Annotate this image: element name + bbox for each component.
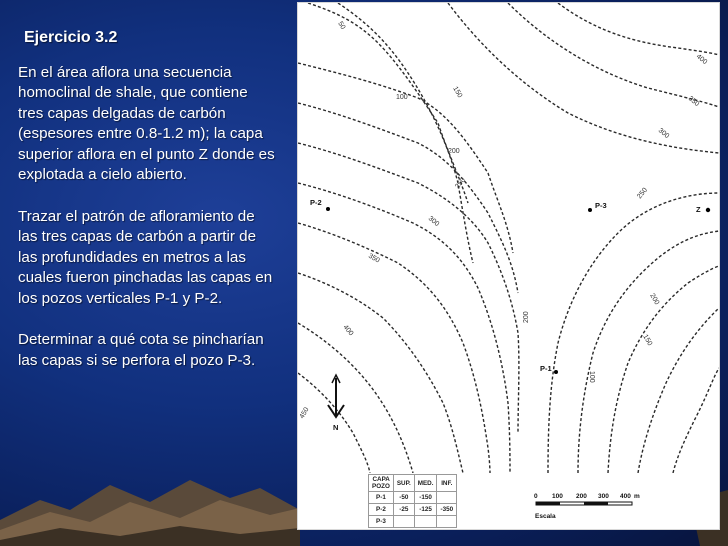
- contour-label: 250: [454, 176, 468, 191]
- exercise-title: Ejercicio 3.2: [24, 29, 118, 46]
- contour-label: 300: [656, 127, 671, 141]
- scale-tick-label: 0: [534, 493, 538, 500]
- north-label: N: [333, 423, 339, 432]
- contour-line: [298, 323, 413, 473]
- well-marker: [588, 208, 592, 212]
- table-row: [369, 504, 457, 516]
- contour-line: [298, 183, 510, 473]
- cell-pozo: P-1: [369, 492, 394, 504]
- contour-label: 150: [451, 85, 464, 100]
- scale-bar-segment: [584, 502, 608, 505]
- scale-bar: [534, 491, 694, 525]
- scale-tick-label: 300: [598, 493, 609, 500]
- cell-inf: [437, 492, 457, 504]
- header-pozo: POZO: [372, 483, 390, 490]
- well-marker: [326, 207, 330, 211]
- contour-line: [638, 308, 719, 473]
- contour-label: 200: [448, 148, 460, 155]
- contour-label: 350: [686, 95, 701, 109]
- cell-sup: -25: [393, 504, 414, 516]
- contour-line: [298, 273, 463, 473]
- scale-tick-label: 200: [576, 493, 587, 500]
- well-label: P-2: [310, 198, 322, 207]
- scale-title: Escala: [535, 513, 556, 520]
- cell-med: -150: [414, 492, 437, 504]
- header-capa: CAPA: [372, 476, 390, 483]
- paragraph-intro: En el área aflora una secuencia homoclinal de shale, que contiene tres capas delgadas de carbón (espesores entre 0.8-1.2 m); la capa superior aflora en el punto Z donde es explotada a cielo abierto.: [18, 63, 275, 183]
- table-header-corner: [369, 475, 394, 492]
- paragraph-task-1: Trazar el patrón de afloramiento de las tres capas de carbón a partir de las profundidades en metros a las cuales fueron pinchadas las capas en los pozos verticales P-1 y P-2.: [18, 207, 273, 307]
- contour-line: [448, 3, 719, 153]
- contour-line: [578, 231, 719, 473]
- contour-line: [298, 63, 513, 253]
- contour-line: [298, 103, 518, 293]
- contour-label: 350: [367, 252, 381, 265]
- well-label: P-3: [595, 201, 607, 210]
- text-panel: [18, 28, 276, 392]
- table-header-row: [369, 475, 457, 492]
- contour-line: [548, 193, 719, 473]
- well-label: Z: [696, 205, 701, 214]
- contour-label: 200: [523, 311, 530, 323]
- header-med: MED.: [414, 475, 437, 492]
- contour-label: 400: [694, 53, 709, 67]
- scale-unit: m: [634, 493, 640, 500]
- contour-label: 100: [396, 94, 408, 101]
- contour-line: [558, 3, 719, 55]
- table-row: [369, 516, 457, 528]
- contour-line: [508, 3, 719, 107]
- contour-label: 100: [588, 371, 595, 383]
- table-row: [369, 492, 457, 504]
- contour-map: [297, 2, 720, 530]
- contour-label: 400: [341, 323, 355, 338]
- cell-sup: -50: [393, 492, 414, 504]
- cell-med: -125: [414, 504, 437, 516]
- contour-label: 300: [426, 215, 441, 229]
- header-sup: SUP.: [393, 475, 414, 492]
- contour-line: [308, 3, 468, 203]
- cell-pozo: P-3: [369, 516, 394, 528]
- contour-label: 50: [336, 20, 347, 31]
- cell-pozo: P-2: [369, 504, 394, 516]
- scale-bar-segment: [536, 502, 560, 505]
- contour-line: [608, 266, 719, 473]
- contour-map-svg: [298, 3, 719, 473]
- cell-inf: [437, 516, 457, 528]
- contour-label: 200: [648, 292, 661, 307]
- north-arrow-icon: [328, 375, 344, 417]
- scale-tick-label: 400: [620, 493, 631, 500]
- contour-label: 150: [641, 333, 654, 348]
- contour-line: [338, 3, 473, 263]
- cell-med: [414, 516, 437, 528]
- contour-line: [673, 368, 719, 473]
- contour-label: 250: [636, 186, 650, 201]
- cell-inf: -350: [437, 504, 457, 516]
- contour-line: [298, 143, 519, 433]
- contour-label: 450: [298, 406, 311, 420]
- paragraph-task-2: Determinar a qué cota se pincharían las capas si se perfora el pozo P-3.: [18, 331, 264, 369]
- well-marker: [706, 208, 710, 212]
- capas-table: [368, 474, 457, 528]
- cell-sup: [393, 516, 414, 528]
- header-inf: INF.: [437, 475, 457, 492]
- well-label: P-1: [540, 364, 552, 373]
- well-marker: [554, 370, 558, 374]
- scale-tick-label: 100: [552, 493, 563, 500]
